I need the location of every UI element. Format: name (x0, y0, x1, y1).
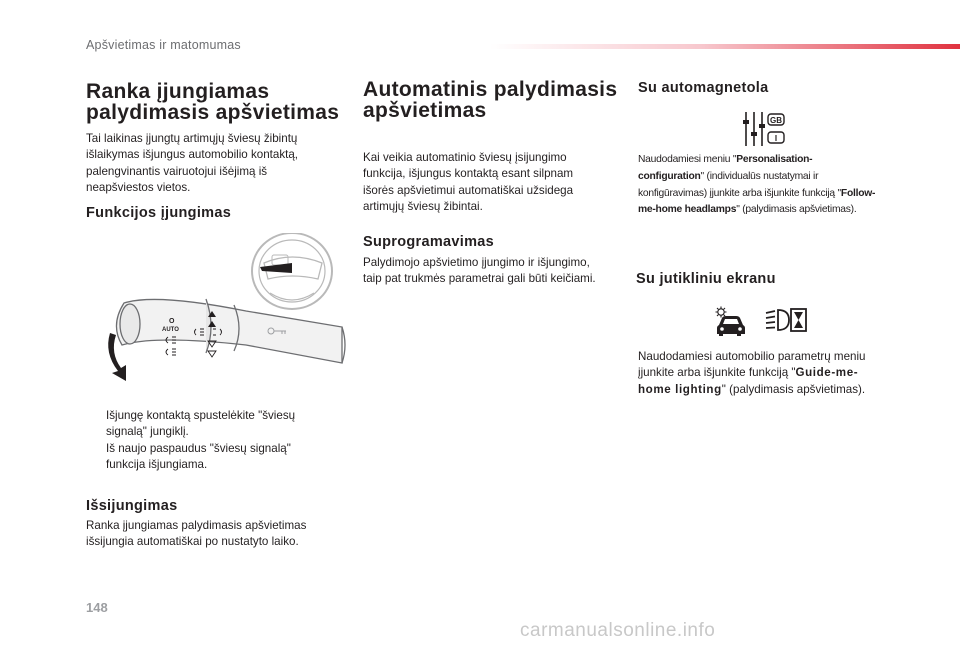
activation-step (86, 408, 346, 441)
deactivation-paragraph (86, 518, 346, 551)
automatic-intro-paragraph (363, 150, 623, 215)
intro-line: Kai veikia automatinio šviesų įsijungimo (363, 151, 567, 164)
intro-line: neapšviestos vietos. (86, 180, 191, 194)
touch-screen-paragraph (638, 349, 908, 398)
intro-line: išlaikymas išjungus automobilio kontaktą, (86, 148, 299, 162)
intro-line: palengvinantis vairuotojui išėjimą iš (86, 164, 268, 178)
touch-line: Naudodamiesi automobilio parametrų meniu (638, 350, 866, 363)
page-number: 148 (86, 600, 108, 615)
activation-heading: Funkcijos įjungimas (86, 205, 232, 221)
stalk-label-auto: AUTO (162, 327, 179, 333)
automatic-guide-me-home-title (363, 79, 623, 121)
title-line-1: Ranka įjungiamas (86, 80, 270, 103)
settings-sliders-icon (741, 110, 787, 148)
watermark: carmanualsonline.info (520, 620, 716, 641)
title-line-2: apšvietimas (363, 99, 487, 122)
intro-line: funkcija, išjungus kontaktą esant silpnam (363, 167, 574, 181)
stalk-magnified (116, 299, 345, 363)
activation-step (86, 441, 346, 474)
intro-line: artimųjų šviesų žibintai. (363, 199, 483, 213)
touch-line: home lighting" (palydimasis apšvietimas). (638, 382, 866, 396)
title-line-2: palydimasis apšvietimas (86, 101, 340, 124)
headlamp-timer-icon (765, 308, 807, 332)
intro-line: išorės apšvietimui automatiškai užsidega (363, 183, 574, 197)
header-accent-bar (490, 44, 960, 49)
manual-intro-paragraph (86, 131, 346, 196)
intro-line: Tai laikinas įjungtų artimųjų šviesų žibintų (86, 132, 298, 145)
programming-line: taip pat trukmės parametrai gali būti keičiami. (363, 272, 596, 286)
deactivation-line: išsijungia automatiškai po nustatyto laiko. (86, 535, 299, 549)
stalk-label-o: O (169, 318, 175, 325)
step-line: funkcija išjungiama. (106, 458, 208, 472)
audio-line: konfigūravimas) įjunkite arba išjunkite funkciją "Follow- (638, 187, 876, 199)
deactivation-line: Ranka įjungiamas palydimasis apšvietimas (86, 519, 307, 532)
lighting-stalk-illustration (96, 233, 352, 383)
programming-line: Palydimojo apšvietimo įjungimo ir išjungimo, (363, 256, 590, 269)
title-line-1: Automatinis palydimasis (363, 78, 618, 101)
audio-system-paragraph (638, 152, 908, 219)
gb-label: GB (770, 116, 782, 125)
audio-line: configuration" (individualūs nustatymai ir (638, 170, 819, 182)
step-line: signalą" jungiklį. (106, 425, 189, 439)
audio-line: me-home headlamps" (palydimasis apšvietimas). (638, 204, 857, 216)
i-label: I (774, 134, 778, 143)
car-settings-icon (712, 305, 746, 337)
touch-line: įjunkite arba išjunkite funkciją "Guide-me- (638, 366, 859, 380)
step-line: Iš naujo paspaudus "šviesų signalą" (106, 442, 291, 455)
audio-system-heading: Su automagnetola (638, 80, 769, 96)
audio-line: Naudodamiesi meniu "Personalisation- (638, 154, 813, 165)
deactivation-heading: Išsijungimas (86, 498, 178, 514)
step-line: Išjungę kontaktą spustelėkite "šviesų (106, 409, 296, 422)
programming-paragraph (363, 255, 623, 288)
section-title: Apšvietimas ir matomumas (86, 38, 241, 52)
manual-guide-me-home-title (86, 81, 346, 123)
programming-heading: Suprogramavimas (363, 234, 495, 250)
touch-screen-heading: Su jutikliniu ekranu (636, 271, 776, 287)
